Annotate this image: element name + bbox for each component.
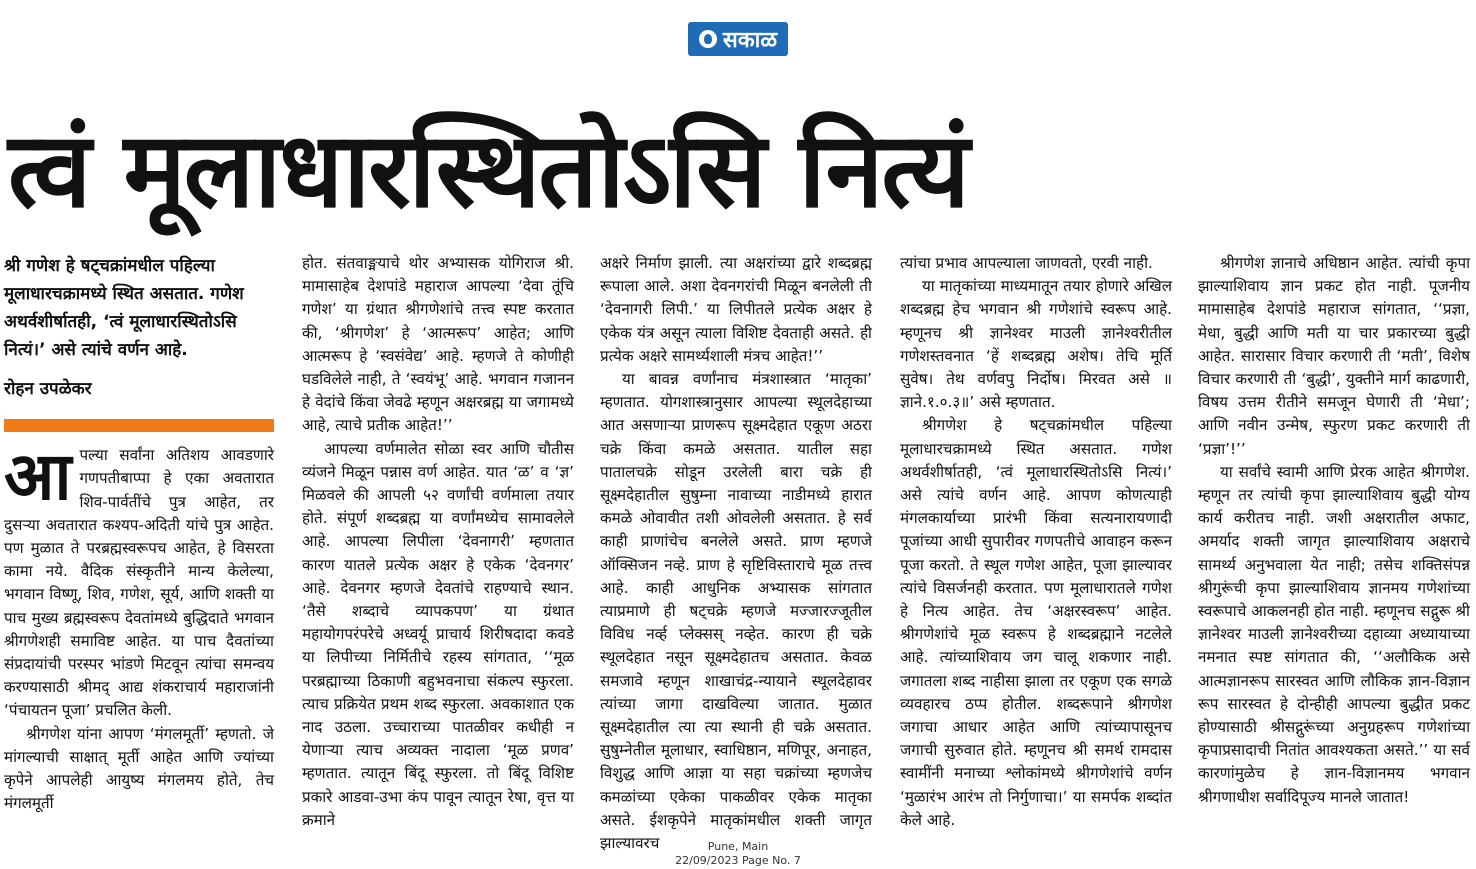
article-column-5 [1198,252,1470,809]
body-paragraph: त्यांचा प्रभाव आपल्याला जाणवतो, एरवी नाही. [900,254,1153,272]
body-paragraph [4,438,274,722]
body-paragraph: अक्षरे निर्माण झाली. त्या अक्षरांच्या द्वारे शब्दब्रह्म रूपाला आले. अशा देवनगरांची मिळून बनलेली ती ‘देवनागरी लिपी.’ या लिपीतले प्रत्येक अक्षर हे एकेक यंत्र असून त्याला विशिष्ट देवताही असते. ही प्रत्येक अक्षरे सामर्थ्यशाली मंत्रच आहेत!’’ [600,254,872,365]
body-text: पल्या सर्वांना अतिशय आवडणारे गणपतीबाप्पा हे एका अवतारात शिव-पार्वतींचे पुत्र आहेत, तर दुसऱ्या अवतारात कश्यप-अदिती यांचे पुत्र आहेत. पण मुळात ते परब्रह्मस्वरूपच आहेत, हे विसरता कामा नये. वैदिक संस्कृतीने मान्य केलेल्या, भगवान विष्णू, शिव, गणेश, सूर्य, आणि शक्ती या पाच मुख्य ब्रह्मस्वरूप देवतांमध्ये बुद्धिदाते भगवान श्रीगणेशही समाविष्ट आहेत. या पाच दैवतांच्या संप्रदायांची परस्पर भांडणे मिटवून त्यांचा समन्वय करण्यासाठी श्रीमद् आद्य शंकराचार्य महाराजांनी ‘पंचायतन पूजा’ प्रचलित केली. [4,446,274,720]
body-paragraph: श्रीगणेश यांना आपण ‘मंगलमूर्ती’ म्हणतो. जे मांगल्याची साक्षात् मूर्ती आहेत आणि ज्यांच्या कृपेने आपलेही आयुष्य मंगलमय होते, तेच मंगलमूर्ती [4,724,274,813]
footer-edition: Pune, Main [707,840,769,853]
body-paragraph: श्रीगणेश ज्ञानाचे अधिष्ठान आहेत. त्यांची कृपा झाल्याशिवाय ज्ञान प्रकट होत नाही. पूजनीय मामासाहेब देशपांडे महाराज सांगतात, ‘‘प्रज्ञा, मेधा, बुद्धी आणि मती या चार प्रकारच्या बुद्धी आहेत. सारासार विचार करणारी ती ‘मती’, विशेष विचार करणारी ती ‘बुद्धी’, युक्तीने मार्ग काढणारी, विषय उत्तम रीतीने समजून घेणारी ती ‘मेधा’; आणि नवीन उन्मेष, स्फुरण प्रकट करणारी ती ‘प्रज्ञा’!’’ [1198,254,1470,458]
body-paragraph: या सर्वांचे स्वामी आणि प्रेरक आहेत श्रीगणेश. म्हणून तर त्यांची कृपा झाल्याशिवाय बुद्धी योग्य कार्य करीतच नाही. जशी अक्षरातील अफाट, अमर्याद शक्ती जागृत झाल्याशिवाय अक्षराचे सामर्थ्य अनुभवाला येत नाही; तसेच शक्तिसंपन्न श्रीगुरूंची कृपा झाल्याशिवाय ज्ञानमय गणेशांच्या स्वरूपाचे आकलनही होत नाही. म्हणूनच सद्गुरू श्री ज्ञानेश्वर माउली ज्ञानेश्वरीच्या दहाव्या अध्यायाच्या नमनात स्पष्ट सांगतात की, ‘‘अलौकिक असे आत्मज्ञानरूप सारस्वत आणि लौकिक ज्ञान-विज्ञान रूप सारस्वत हे दोन्हीही आपल्या बुद्धीत प्रकट होण्यासाठी श्रीसद्गुरूंच्या अनुग्रहरूप गणेशांच्या कृपाप्रसादाची नितांत आवश्यकता असते.’’ या सर्व कारणांमुळेच हे ज्ञान-विज्ञानमय भगवान श्रीगणाधीश सर्वादिपूज्य मानले जातात! [1198,462,1470,806]
byline: रोहन उपळेकर [4,379,92,399]
body-paragraph: होत. संतवाङ्मयाचे थोर अभ्यासक योगिराज श्री. मामासाहेब देशपांडे महाराज आपल्या ‘देवा तूंचि गणेश’ या ग्रंथात श्रीगणेशांचे तत्त्व स्पष्ट करतात की, ‘श्रीगणेश’ हे ‘आत्मरूप’ आहेत; आणि आत्मरूप हे ‘स्वसंवेद्य’ आहे. म्हणजे ते कोणीही घडविलेले नाही, ते ‘स्वयंभू’ आहे. भगवान गजानन हे वेदांचे किंवा जेवढे म्हणून अक्षरब्रह्म या जगामध्ये आहे, त्याचे प्रतीक आहेत!’’ [302,254,574,435]
body-paragraph: या बावन्न वर्णांनाच मंत्रशास्त्रात ‘मातृका’ म्हणतात. योगशास्त्रानुसार आपल्या स्थूलदेहाच्या आत असणाऱ्या प्राणरूप सूक्ष्मदेहात एकूण अठरा चक्रे किंवा कमळे असतात. यातील सहा पातालचक्रे सोडून उरलेली बारा चक्रे ही सूक्ष्मदेहातील सुषुम्ना नावाच्या नाडीमध्ये हारात कमळे ओवावीत तशी ओवलेली असतात. हे सर्व काही प्राणांचेच बनलेले असते. प्राण म्हणजे ऑक्सिजन नव्हे. प्राण हे सृष्टिविस्ताराचे मूळ तत्त्व आहे. काही आधुनिक अभ्यासक सांगतात त्याप्रमाणे ही षट्चक्रे म्हणजे मज्जारज्जूतील विविध नर्व्ह प्लेक्सस् नव्हेत. कारण ही चक्रे स्थूलदेहात नसून सूक्ष्मदेहातच असतात. केवळ समजावे म्हणून शाखाचंद्र-न्यायाने स्थूलदेहावर त्यांच्या जागा दाखविल्या जातात. मुळात सूक्ष्मदेहातील त्या त्या स्थानी ही चक्रे असतात. सुषुम्नेतील मूलाधार, स्वाधिष्ठान, मणिपूर, अनाहत, विशुद्ध आणि आज्ञा या सहा चक्रांच्या म्हणजेच कमळांच्या एकेका पाकळीवर एकेक मातृका असते. ईशकृपेने मातृकांमधील शक्ती जागृत झाल्यावरच [600,370,872,853]
headline: त्वं मूलाधारस्थितोऽसि नित्यं [8,109,968,231]
article-column-4 [900,252,1172,832]
logo-emblem-icon [699,30,717,48]
article-column-2 [302,252,574,832]
drop-cap: आ [4,438,72,516]
intro-summary: श्री गणेश हे षट्चक्रांमधील पहिल्या मूलाधारचक्रामध्ये स्थित असतात. गणेश अथर्वशीर्षातही, ‘त्वं मूलाधारस्थितोऽसि नित्यं।’ असे त्यांचे वर्णन आहे. [4,256,244,360]
body-paragraph: आपल्या वर्णमालेत सोळा स्वर आणि चौतीस व्यंजने मिळून पन्नास वर्ण आहेत. यात ‘ळ’ व ‘ज्ञ’ मिळवले की आपली ५२ वर्णांची वर्णमाला तयार होते. संपूर्ण शब्दब्रह्म या वर्णांमध्येच सामावलेले आहे. आपल्या लिपीला ‘देवनागरी’ म्हणतात कारण यातले प्रत्येक अक्षर हे एकेक ‘देवनगर’ आहे. देवनगर म्हणजे देवतांचे राहण्याचे स्थान. ‘तैसे शब्दाचे व्यापकपण’ या ग्रंथात महायोगपरंपरेचे अध्वर्यू प्राचार्य शिरीषदादा कवडे या लिपीच्या निर्मितीचे रहस्य सांगतात, ‘‘मूळ परब्रह्माच्या ठिकाणी बहुभवनाचा संकल्प स्फुरला. त्याच प्रक्रियेत प्रथम शब्द स्फुरला. अवकाशात एक नाद उठला. उच्चाराच्या पातळीवर कधीही न येणाऱ्या त्याच अव्यक्त नादाला ‘मूळ प्रणव’ म्हणतात. त्यातून बिंदू स्फुरला. तो बिंदू विशिष्ट प्रकारे आडवा-उभा कंप पावून त्यातून रेषा, वृत्त या क्रमाने [302,439,574,829]
body-paragraph: श्रीगणेश हे षट्चक्रांमधील पहिल्या मूलाधारचक्रामध्ये स्थित असतात. गणेश अथर्वशीर्षातही, ‘त्वं मूलाधारस्थितोऽसि नित्यं।’ असे त्यांचे वर्णन आहे. आपण कोणत्याही मंगलकार्याच्या प्रारंभी किंवा सत्यनारायणादी पूजांच्या आधी सुपारीवर गणपतीचे आवाहन करून पूजा करतो. ते स्थूल गणेश आहेत, पूजा झाल्यावर त्यांचे विसर्जनही करतात. पण मूलाधारातले गणेश हे नित्य आहेत. तेच ‘अक्षरस्वरूप’ आहेत. श्रीगणेशांचे मूळ स्वरूप हे शब्दब्रह्माने नटलेले आहे. त्यांच्याशिवाय जग चालू शकणार नाही. जगातला शब्द नाहीसा झाला तर एकूण एक सगळे व्यवहारच ठप्प होतील. शब्दरूपाने श्रीगणेश जगाचा आधार आहेत आणि त्यांच्यापासूनच जगाची सुरुवात होते. म्हणूनच श्री समर्थ रामदास स्वामींनी मनाच्या श्लोकांमध्ये श्रीगणेशांचे वर्णन ‘मुळारंभ आरंभ तो निर्गुणाचा।’ या समर्पक शब्दांत केले आहे. [900,416,1172,829]
article-column-1 [4,252,274,815]
masthead-name: सकाळ [722,28,778,53]
footer-dateline: 22/09/2023 Page No. 7 [675,854,801,867]
body-paragraph: या मातृकांच्या माध्यमातून तयार होणारे अखिल शब्दब्रह्म हेच भगवान श्री गणेशांचे स्वरूप आहे. म्हणूनच श्री ज्ञानेश्वर माउली ज्ञानेश्वरीतील गणेशस्तवनात ‘हें शब्दब्रह्म अशेष। तेचि मूर्ति सुवेष। तेथ वर्णवपु निर्दोष। मिरवत असे ॥ज्ञाने.१.०.३॥’ असे म्हणतात. [900,277,1172,412]
orange-divider [4,419,274,432]
article-column-3 [600,252,872,855]
masthead-logo [688,22,788,56]
